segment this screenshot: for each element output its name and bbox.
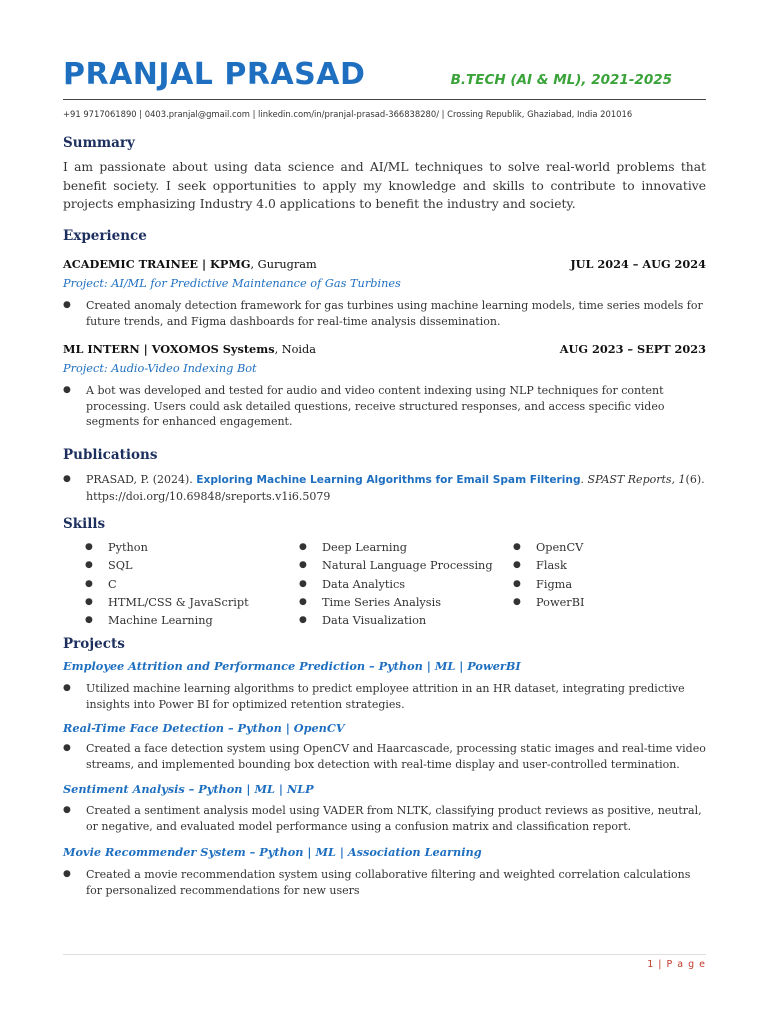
skill-item: ● Machine Learning <box>85 614 213 628</box>
skill-item: ● OpenCV <box>513 541 584 554</box>
bullet-icon: ● <box>63 474 71 484</box>
skills-column-1 <box>85 541 249 632</box>
bullet-icon: ● <box>299 560 307 571</box>
bullet-icon: ● <box>513 578 521 589</box>
skill-item: ● Time Series Analysis <box>299 595 442 609</box>
bullet-text: Utilized machine learning algorithms to predict employee attrition in an HR dataset, integrating predictive insights into Power BI for optimized retention strategies. <box>86 682 685 711</box>
skill-item: ● Data Visualization <box>299 614 427 628</box>
bullet-icon: ● <box>299 596 307 607</box>
bullet-icon: ● <box>513 596 521 607</box>
skill-item: ● Natural Language Processing <box>299 559 493 573</box>
job-project: Project: AI/ML for Predictive Maintenance of Gas Turbines <box>63 277 401 290</box>
publication-separator: . <box>580 473 588 486</box>
bullet-text: Created a face detection system using OpenCV and Haarcascade, processing static images and real-time video streams, and implemented bounding box detection with real-time display and user-controlled termination. <box>86 742 706 771</box>
bullet-icon: ● <box>85 542 93 552</box>
bullet-icon: ● <box>299 615 307 626</box>
bullet-icon: ● <box>63 385 71 395</box>
footer-divider <box>63 954 706 955</box>
bullet-text: Created a movie recommendation system using collaborative filtering and weighted correlation calculations for personalized recommendations for new users <box>86 868 691 897</box>
bullet-icon: ● <box>513 542 521 552</box>
job-location: , Gurugram <box>250 258 317 271</box>
bullet-icon: ● <box>63 869 71 879</box>
publication-authors: PRASAD, P. (2024). <box>86 473 197 486</box>
project-heading: Real-Time Face Detection – Python | OpenCV <box>63 721 345 735</box>
contact-line: +91 9717061890 | 0403.pranjal@gmail.com | linkedin.com/in/pranjal-prasad-366838280/ | Crossing Republik, Ghaziabad, India 201016 <box>63 109 633 119</box>
job-title <box>63 257 317 271</box>
bullet-icon: ● <box>85 615 93 626</box>
bullet-text: A bot was developed and tested for audio and video content indexing using NLP techniques for content processing. Users could ask detailed questions, receive structured responses, and access specific video segments for enhanced engagement. <box>86 384 665 428</box>
publication-issue: (6). <box>685 473 705 486</box>
skills-column-3 <box>513 541 584 614</box>
job-title <box>63 342 316 356</box>
header-divider <box>63 99 706 100</box>
bullet-icon: ● <box>513 560 521 571</box>
bullet-icon: ● <box>63 805 71 815</box>
page-number: 1 | P a g e <box>647 959 706 970</box>
skill-item: ● Python <box>85 541 148 554</box>
experience-heading: Experience <box>63 228 147 244</box>
job-date: AUG 2023 – SEPT 2023 <box>559 342 706 356</box>
projects-heading: Projects <box>63 636 125 652</box>
skill-item: ● Data Analytics <box>299 577 406 591</box>
bullet-icon: ● <box>85 560 93 571</box>
project-heading: Employee Attrition and Performance Prediction – Python | ML | PowerBI <box>63 659 521 673</box>
skills-column-2 <box>299 541 493 632</box>
summary-text: I am passionate about using data science and AI/ML techniques to solve real-world problems that benefit society. I seek opportunities to apply my knowledge and skills to contribute to innovative projects emphasizing Industry 4.0 applications to benefit the industry and society. <box>63 160 706 211</box>
resume-header <box>63 56 706 100</box>
bullet-icon: ● <box>299 542 307 552</box>
skill-item: ● Flask <box>513 559 567 573</box>
publications-heading: Publications <box>63 447 158 463</box>
bullet-icon: ● <box>85 596 93 607</box>
bullet-icon: ● <box>63 683 71 693</box>
skill-item: ● HTML/CSS & JavaScript <box>85 595 249 609</box>
bullet-icon: ● <box>63 743 71 753</box>
skill-item: ● Deep Learning <box>299 541 407 554</box>
degree-info: B.TECH (AI & ML), 2021-2025 <box>450 72 672 88</box>
publication-doi[interactable]: https://doi.org/10.69848/sreports.v1i6.5079 <box>86 489 331 503</box>
skill-item: ● PowerBI <box>513 595 585 609</box>
skill-item: ● Figma <box>513 577 573 591</box>
job-date: JUL 2024 – AUG 2024 <box>570 257 706 271</box>
job-row <box>63 257 706 273</box>
bullet-icon: ● <box>85 578 93 589</box>
bullet-text: Created a sentiment analysis model using VADER from NLTK, classifying product reviews as positive, neutral, or negative, and evaluated model performance using a confusion matrix and classification report. <box>86 804 702 833</box>
job-project: Project: Audio-Video Indexing Bot <box>63 362 257 375</box>
job-role: ML INTERN | VOXOMOS Systems <box>63 342 275 356</box>
candidate-name: PRANJAL PRASAD <box>63 57 366 92</box>
summary-heading: Summary <box>63 135 135 151</box>
publication-journal: SPAST Reports, 1 <box>587 473 686 486</box>
skills-heading: Skills <box>63 516 106 532</box>
publication-title-link[interactable]: Exploring Machine Learning Algorithms for Email Spam Filtering <box>196 474 581 486</box>
bullet-text: Created anomaly detection framework for gas turbines using machine learning models, time series models for future trends, and Figma dashboards for real-time analysis dissemination. <box>86 299 703 328</box>
bullet-icon: ● <box>63 300 71 310</box>
skill-item: ● C <box>85 577 117 591</box>
project-heading: Sentiment Analysis – Python | ML | NLP <box>63 782 314 796</box>
job-row <box>63 342 706 358</box>
job-role: ACADEMIC TRAINEE | KPMG <box>63 257 251 271</box>
bullet-icon: ● <box>299 578 307 589</box>
job-location: , Noida <box>274 343 317 356</box>
publication-entry <box>86 472 706 504</box>
project-heading: Movie Recommender System – Python | ML | Association Learning <box>63 845 482 859</box>
skill-item: ● SQL <box>85 559 133 573</box>
